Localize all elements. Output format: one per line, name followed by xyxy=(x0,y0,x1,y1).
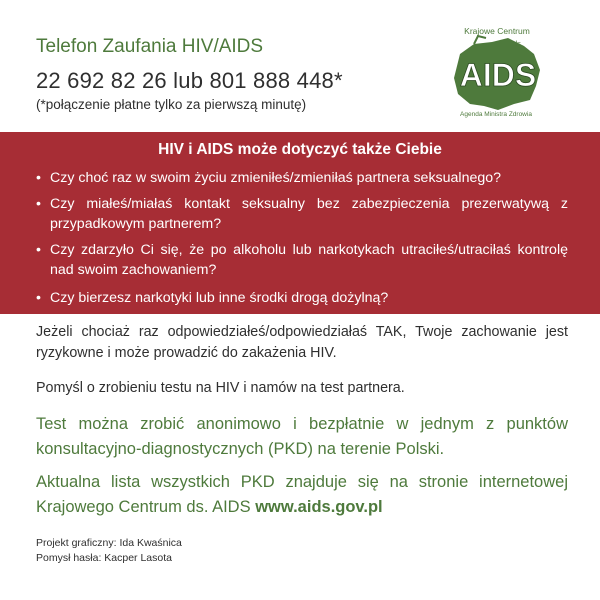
question-item xyxy=(36,194,568,234)
call-cost-note: (*połączenie płatne tylko za pierwszą minutę) xyxy=(36,97,307,112)
bullet-icon: • xyxy=(36,170,41,186)
question-text: Czy zdarzyło Ci się, że po alkoholu lub narkotykach utraciłeś/utraciłaś kontrolę nad swoim zachowaniem? xyxy=(50,242,568,278)
logo-bottom-text: Agenda Ministra Zdrowia xyxy=(460,111,532,118)
question-text: Czy choć raz w swoim życiu zmieniłeś/zmieniłaś partnera seksualnego? xyxy=(50,170,502,186)
risk-answer-paragraph: Jeżeli chociaż raz odpowiedziałeś/odpowiedziałaś TAK, Twoje zachowanie jest ryzykowne i może prowadzić do zakażenia HIV. xyxy=(36,324,568,361)
header-title: Telefon Zaufania HIV/AIDS xyxy=(36,36,264,57)
hotline-phone-numbers: 22 692 82 26 lub 801 888 448* xyxy=(36,68,343,93)
aids-logo xyxy=(440,20,550,120)
bullet-icon: • xyxy=(36,290,41,306)
design-credit: Projekt graficzny: Ida Kwaśnica xyxy=(36,537,182,549)
risk-questions-banner xyxy=(0,132,600,314)
logo-ds-text: ds. xyxy=(512,39,524,48)
logo-top-text: Krajowe Centrum xyxy=(464,26,530,36)
bullet-icon: • xyxy=(36,196,41,212)
question-text: Czy bierzesz narkotyki lub inne środki drogą dożylną? xyxy=(50,290,389,306)
question-item xyxy=(36,288,568,308)
banner-title: HIV i AIDS może dotyczyć także Ciebie xyxy=(158,141,442,158)
pkd-list-paragraph xyxy=(36,470,568,520)
test-encouragement-paragraph: Pomyśl o zrobieniu testu na HIV i namów na test partnera. xyxy=(36,380,405,396)
logo-aids-wordmark: AIDS xyxy=(459,57,537,93)
question-item xyxy=(36,240,568,280)
slogan-credit: Pomysł hasła: Kacper Lasota xyxy=(36,552,172,564)
website-link[interactable]: www.aids.gov.pl xyxy=(255,498,383,516)
question-item xyxy=(36,168,568,188)
question-text: Czy miałeś/miałaś kontakt seksualny bez zabezpieczenia prezerwatywą z przypadkowym partnerem? xyxy=(50,196,568,232)
anonymous-test-paragraph: Test można zrobić anonimowo i bezpłatnie w jednym z punktów konsultacyjno-diagnostycznych (PKD) na terenie Polski. xyxy=(36,415,568,458)
pkd-list-text: Aktualna lista wszystkich PKD znajduje się na stronie internetowej Krajowego Centrum ds. AIDS xyxy=(36,473,568,516)
bullet-icon: • xyxy=(36,242,41,258)
